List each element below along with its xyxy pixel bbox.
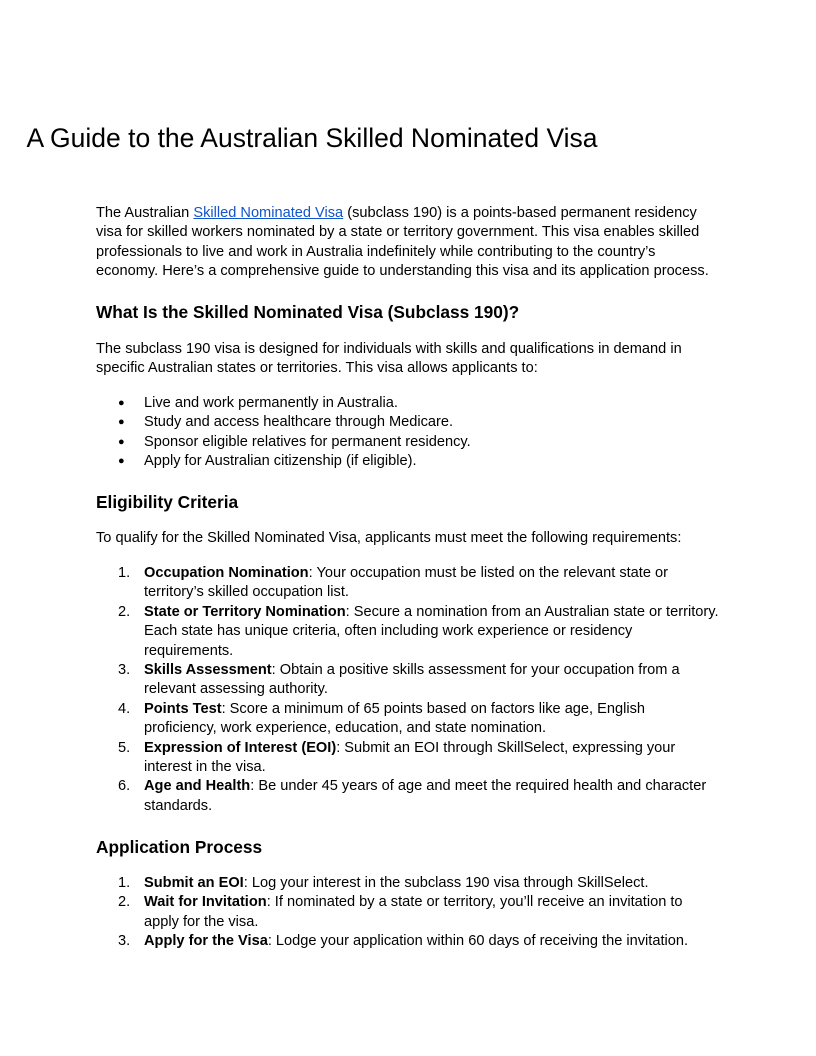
section1-paragraph: The subclass 190 visa is designed for individuals with skills and qualifications in demand in specific Australian states or territories. This visa allows applicants to:: [96, 341, 682, 377]
section-heading-what-is: What Is the Skilled Nominated Visa (Subclass 190)?: [96, 302, 520, 322]
list-item: ● Live and work permanently in Australia.: [96, 394, 720, 413]
intro-paragraph: [96, 204, 720, 282]
list-item: 5. Expression of Interest (EOI): Submit an EOI through SkillSelect, expressing your interest in the visa.: [118, 739, 676, 776]
intro-after: (subclass 190) is a points-based permanent residency visa for skilled workers nominated by a state or territory government. This visa enables skilled professionals to live and work in Australia indefinitely while contributing to the country’s economy. Here’s a comprehensive guide to understanding this visa and its application process.: [96, 205, 709, 280]
section-heading-eligibility: Eligibility Criteria: [96, 492, 239, 512]
eligibility-list: [96, 564, 720, 816]
list-item: ● Study and access healthcare through Medicare.: [96, 413, 720, 432]
list-item: 6. Age and Health: Be under 45 years of age and meet the required health and character standards.: [118, 778, 707, 814]
page-title: A Guide to the Australian Skilled Nominated Visa: [26, 123, 598, 153]
application-list: [96, 874, 720, 952]
list-item: 1. Occupation Nomination: Your occupation must be listed on the relevant state or territory’s skilled occupation list.: [118, 565, 668, 601]
skilled-nominated-visa-link[interactable]: Skilled Nominated Visa: [193, 205, 344, 221]
list-item: ● Sponsor eligible relatives for permanent residency.: [96, 433, 720, 452]
intro-before: The Australian: [96, 205, 194, 221]
list-item: 3. Apply for the Visa: Lodge your application within 60 days of receiving the invitation.: [118, 933, 689, 950]
list-item: 2. Wait for Invitation: If nominated by a state or territory, you’ll receive an invitation to apply for the visa.: [118, 894, 683, 930]
section2-paragraph: To qualify for the Skilled Nominated Visa, applicants must meet the following requirements:: [96, 530, 682, 546]
benefits-list: [96, 394, 720, 472]
section-heading-application: Application Process: [96, 837, 263, 857]
list-item: ● Apply for Australian citizenship (if eligible).: [96, 452, 720, 471]
list-item: 4. Points Test: Score a minimum of 65 points based on factors like age, English proficiency, work experience, education, and state nomination.: [118, 700, 646, 737]
list-item: 2. State or Territory Nomination: Secure a nomination from an Australian state or territory. Each state has unique criteria, often including work experience or residency requirements.: [118, 603, 719, 659]
list-item: 1. Submit an EOI: Log your interest in the subclass 190 visa through SkillSelect.: [118, 875, 649, 891]
list-item: 3. Skills Assessment: Obtain a positive skills assessment for your occupation from a relevant assessing authority.: [118, 662, 680, 698]
